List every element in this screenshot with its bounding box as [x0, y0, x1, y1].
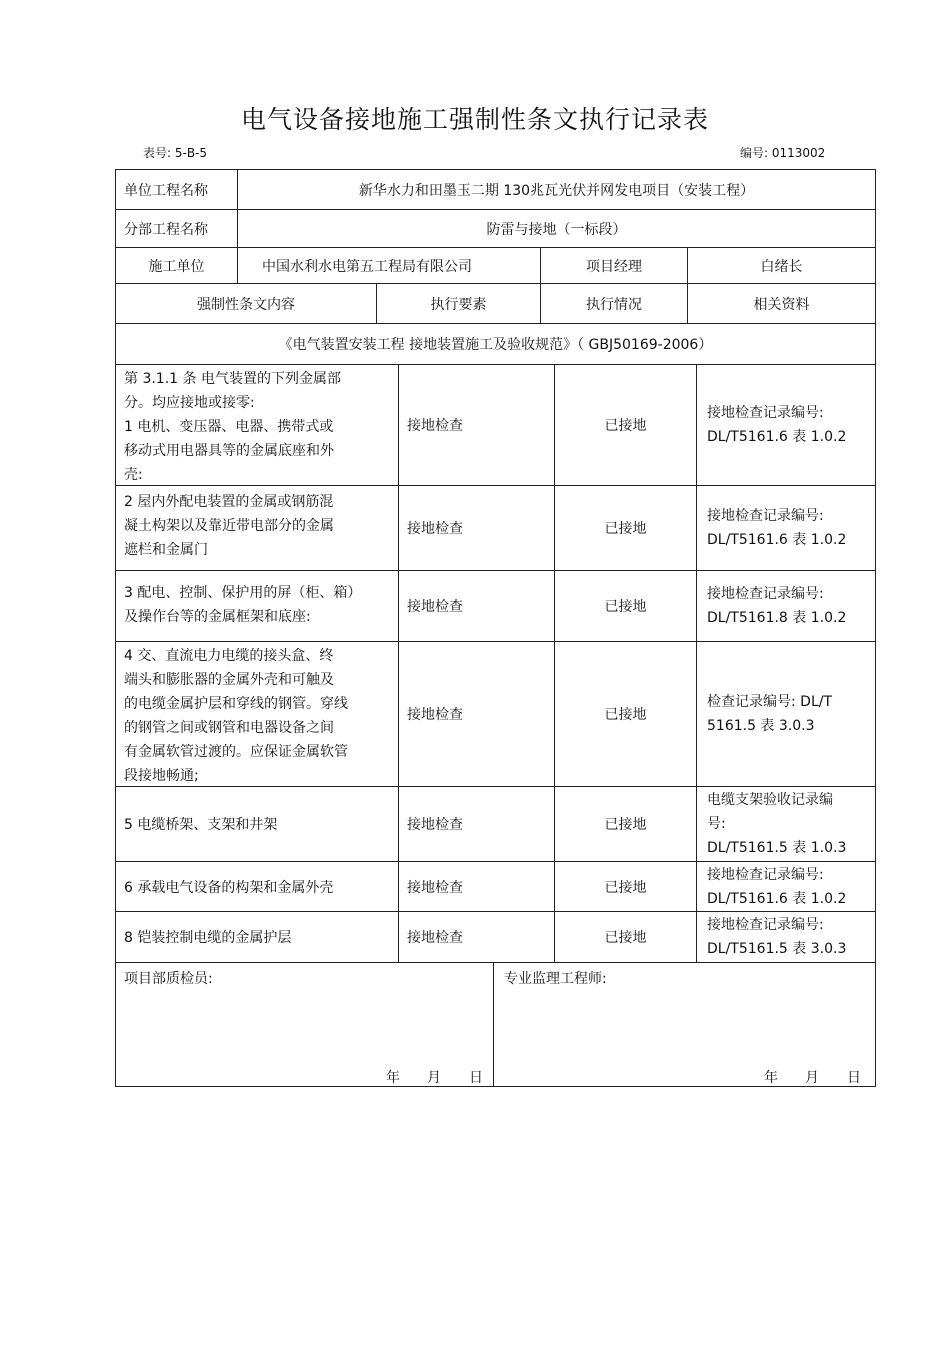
header-content: 强制性条文内容 — [116, 284, 377, 324]
page-title: 电气设备接地施工强制性条文执行记录表 — [240, 105, 709, 134]
standard-title: 《电气装置安装工程 接地装置施工及验收规范》（ GBJ50169-2006） — [116, 324, 875, 365]
document-number: 编号: 0113002 — [740, 146, 826, 160]
header-reference: 相关资料 — [688, 284, 875, 324]
supervisor-label: 专业监理工程师: — [504, 971, 607, 987]
item-status: 已接地 — [555, 486, 697, 571]
signature-left — [116, 963, 494, 1086]
month-label: 月 — [805, 1070, 819, 1086]
item-reference: 接地检查记录编号: DL/T5161.6 表 1.0.2 — [697, 486, 875, 571]
item-element: 接地检查 — [399, 571, 555, 642]
item-status: 已接地 — [555, 365, 697, 486]
item-element: 接地检查 — [399, 486, 555, 571]
unit-project-label: 单位工程名称 — [116, 170, 238, 210]
item-reference: 接地检查记录编号: DL/T5161.8 表 1.0.2 — [697, 571, 875, 642]
record-table — [115, 169, 876, 1087]
item-status: 已接地 — [555, 571, 697, 642]
unit-project-value: 新华水力和田墨玉二期 130兆瓦光伏并网发电项目（安装工程） — [238, 170, 875, 210]
day-label: 日 — [847, 1070, 861, 1086]
item-content: 第 3.1.1 条 电气装置的下列金属部 分。均应接地或接零: 1 电机、变压器、电器、携带式或 移动式用电器具等的金属底座和外 壳: — [116, 365, 399, 486]
item-content: 3 配电、控制、保护用的屏（柜、箱） 及操作台等的金属框架和底座: — [116, 571, 399, 642]
project-manager-label: 项目经理 — [541, 248, 688, 284]
project-manager-value: 白绪长 — [688, 248, 875, 284]
item-reference: 接地检查记录编号: DL/T5161.6 表 1.0.2 — [697, 862, 875, 912]
year-label: 年 — [764, 1070, 778, 1086]
month-label: 月 — [427, 1070, 441, 1086]
form-number: 表号: 5-B-5 — [143, 146, 208, 160]
item-reference: 接地检查记录编号: DL/T5161.5 表 3.0.3 — [697, 912, 875, 963]
item-reference: 接地检查记录编号: DL/T5161.6 表 1.0.2 — [697, 365, 875, 486]
item-element: 接地检查 — [399, 642, 555, 787]
sub-project-label: 分部工程名称 — [116, 210, 238, 248]
item-content: 5 电缆桥架、支架和井架 — [116, 787, 399, 862]
item-status: 已接地 — [555, 787, 697, 862]
item-reference: 电缆支架验收记录编 号: DL/T5161.5 表 1.0.3 — [697, 787, 875, 862]
item-content: 6 承载电气设备的构架和金属外壳 — [116, 862, 399, 912]
quality-inspector-label: 项目部质检员: — [124, 971, 213, 987]
item-reference: 检查记录编号: DL/T 5161.5 表 3.0.3 — [697, 642, 875, 787]
header-element: 执行要素 — [377, 284, 541, 324]
item-content: 2 屋内外配电装置的金属或钢筋混 凝土构架以及靠近带电部分的金属 遮栏和金属门 — [116, 486, 399, 571]
item-element: 接地检查 — [399, 365, 555, 486]
item-status: 已接地 — [555, 862, 697, 912]
contractor-value: 中国水利水电第五工程局有限公司 — [238, 248, 541, 284]
contractor-label: 施工单位 — [116, 248, 238, 284]
year-label: 年 — [386, 1070, 400, 1086]
day-label: 日 — [469, 1070, 483, 1086]
header-status: 执行情况 — [541, 284, 688, 324]
item-element: 接地检查 — [399, 862, 555, 912]
item-element: 接地检查 — [399, 787, 555, 862]
sub-project-value: 防雷与接地（一标段） — [238, 210, 875, 248]
signature-right — [494, 963, 875, 1086]
item-status: 已接地 — [555, 912, 697, 963]
item-element: 接地检查 — [399, 912, 555, 963]
item-content: 8 铠装控制电缆的金属护层 — [116, 912, 399, 963]
item-status: 已接地 — [555, 642, 697, 787]
item-content: 4 交、直流电力电缆的接头盒、终 端头和膨胀器的金属外壳和可触及 的电缆金属护层和穿线的钢管。穿线 的钢管之间或钢管和电器设备之间 有金属软管过渡的。应保证金属软管 段接地畅通; — [116, 642, 399, 787]
